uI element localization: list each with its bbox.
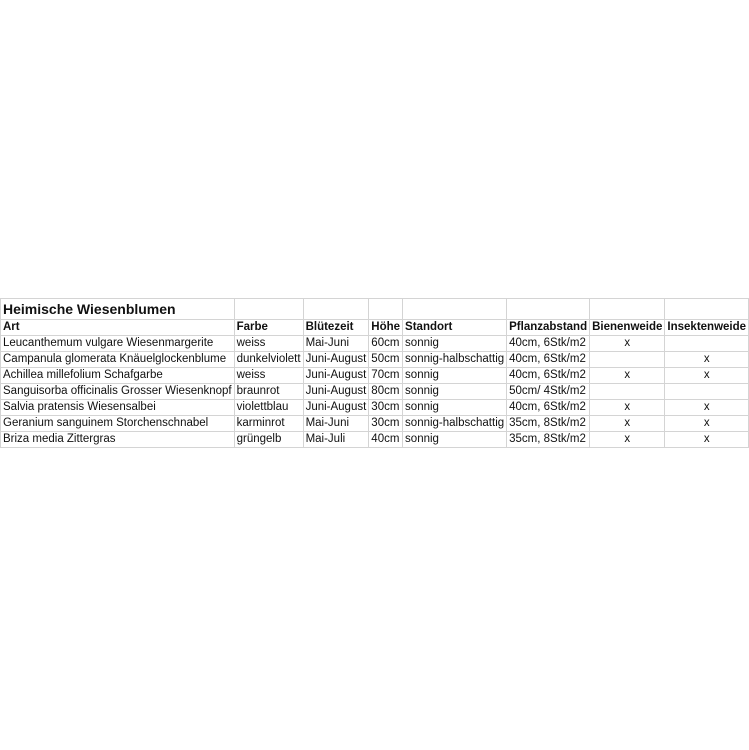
table-cell[interactable]: 40cm, 6Stk/m2: [507, 400, 590, 416]
table-cell[interactable]: Juni-August: [303, 368, 369, 384]
table-cell[interactable]: 30cm: [369, 400, 403, 416]
table-cell[interactable]: [590, 352, 665, 368]
table-cell[interactable]: 70cm: [369, 368, 403, 384]
table-cell[interactable]: dunkelviolett: [234, 352, 303, 368]
column-header[interactable]: Höhe: [369, 320, 403, 336]
table-cell[interactable]: x: [590, 368, 665, 384]
table-cell[interactable]: sonnig: [403, 384, 507, 400]
table-cell[interactable]: [590, 384, 665, 400]
column-header[interactable]: Farbe: [234, 320, 303, 336]
table-row: [1, 400, 749, 416]
table-cell[interactable]: Mai-Juli: [303, 432, 369, 448]
column-header[interactable]: Standort: [403, 320, 507, 336]
table-cell[interactable]: sonnig: [403, 400, 507, 416]
table-cell[interactable]: 60cm: [369, 336, 403, 352]
table-row: [1, 368, 749, 384]
table-cell[interactable]: grüngelb: [234, 432, 303, 448]
table-cell[interactable]: 40cm, 6Stk/m2: [507, 336, 590, 352]
column-header[interactable]: Blütezeit: [303, 320, 369, 336]
table-cell[interactable]: Mai-Juni: [303, 336, 369, 352]
table-cell[interactable]: weiss: [234, 336, 303, 352]
table-cell[interactable]: violettblau: [234, 400, 303, 416]
header-row: [1, 320, 749, 336]
table-cell[interactable]: Salvia pratensis Wiesensalbei: [1, 400, 235, 416]
table-cell[interactable]: 80cm: [369, 384, 403, 400]
table-cell[interactable]: x: [665, 416, 749, 432]
column-header[interactable]: Pflanzabstand: [507, 320, 590, 336]
table-cell[interactable]: x: [665, 352, 749, 368]
empty-cell[interactable]: [665, 299, 749, 320]
table-row: [1, 336, 749, 352]
table-cell[interactable]: Campanula glomerata Knäuelglockenblume: [1, 352, 235, 368]
table-cell[interactable]: Geranium sanguinem Storchenschnabel: [1, 416, 235, 432]
sheet-title[interactable]: Heimische Wiesenblumen: [1, 299, 235, 320]
table-cell[interactable]: karminrot: [234, 416, 303, 432]
table-cell[interactable]: sonnig: [403, 368, 507, 384]
title-row: [1, 299, 749, 320]
table-cell[interactable]: x: [665, 368, 749, 384]
table-cell[interactable]: Briza media Zittergras: [1, 432, 235, 448]
table-row: [1, 432, 749, 448]
table-cell[interactable]: [665, 384, 749, 400]
column-header[interactable]: Art: [1, 320, 235, 336]
table-cell[interactable]: x: [590, 400, 665, 416]
table-row: [1, 384, 749, 400]
table-cell[interactable]: 30cm: [369, 416, 403, 432]
empty-cell[interactable]: [590, 299, 665, 320]
table-cell[interactable]: 50cm/ 4Stk/m2: [507, 384, 590, 400]
table-cell[interactable]: x: [665, 400, 749, 416]
table-cell[interactable]: braunrot: [234, 384, 303, 400]
table-cell[interactable]: sonnig: [403, 432, 507, 448]
table-cell[interactable]: Mai-Juni: [303, 416, 369, 432]
table-cell[interactable]: weiss: [234, 368, 303, 384]
table-cell[interactable]: x: [665, 432, 749, 448]
table-cell[interactable]: [665, 336, 749, 352]
table-cell[interactable]: Achillea millefolium Schafgarbe: [1, 368, 235, 384]
table-cell[interactable]: 35cm, 8Stk/m2: [507, 416, 590, 432]
empty-cell[interactable]: [369, 299, 403, 320]
table-cell[interactable]: 40cm: [369, 432, 403, 448]
empty-cell[interactable]: [507, 299, 590, 320]
table-cell[interactable]: 40cm, 6Stk/m2: [507, 352, 590, 368]
empty-cell[interactable]: [403, 299, 507, 320]
table-cell[interactable]: sonnig-halbschattig: [403, 416, 507, 432]
table-row: [1, 416, 749, 432]
column-header[interactable]: Insektenweide: [665, 320, 749, 336]
table-cell[interactable]: Juni-August: [303, 352, 369, 368]
column-header[interactable]: Bienenweide: [590, 320, 665, 336]
table-cell[interactable]: Leucanthemum vulgare Wiesenmargerite: [1, 336, 235, 352]
table-cell[interactable]: x: [590, 432, 665, 448]
empty-cell[interactable]: [303, 299, 369, 320]
table-cell[interactable]: 35cm, 8Stk/m2: [507, 432, 590, 448]
table-cell[interactable]: 40cm, 6Stk/m2: [507, 368, 590, 384]
table-cell[interactable]: 50cm: [369, 352, 403, 368]
table-cell[interactable]: Sanguisorba officinalis Grosser Wiesenknopf: [1, 384, 235, 400]
table-cell[interactable]: Juni-August: [303, 384, 369, 400]
table-row: [1, 352, 749, 368]
empty-cell[interactable]: [234, 299, 303, 320]
table-cell[interactable]: sonnig-halbschattig: [403, 352, 507, 368]
table-cell[interactable]: x: [590, 416, 665, 432]
spreadsheet-table: [0, 298, 749, 448]
table-cell[interactable]: x: [590, 336, 665, 352]
table-cell[interactable]: Juni-August: [303, 400, 369, 416]
table-cell[interactable]: sonnig: [403, 336, 507, 352]
